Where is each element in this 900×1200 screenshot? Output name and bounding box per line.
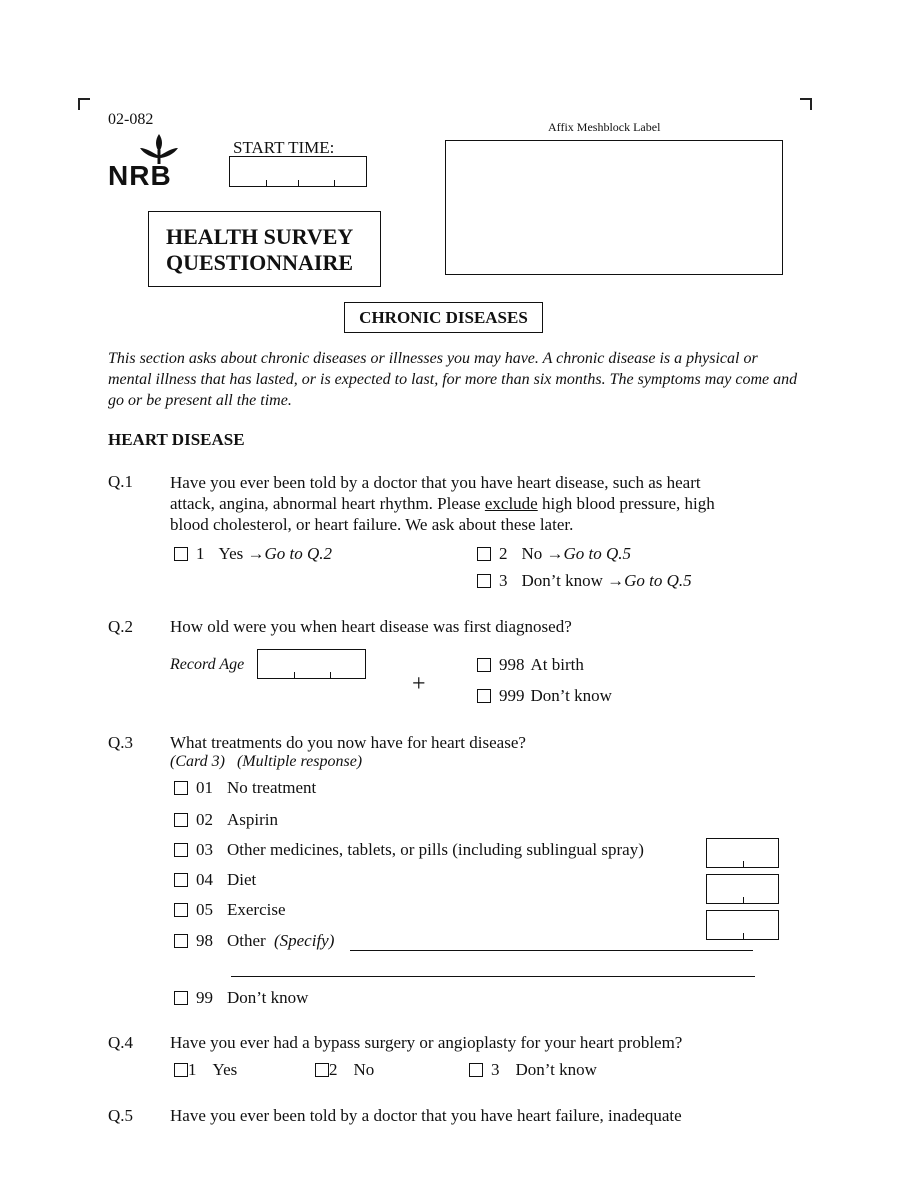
intro-text: This section asks about chronic diseases or illnesses you may have. A chronic disease is a physical or mental illness that has lasted, or is expected to last, for more than six months. The symptoms may come and go or be present all the time. xyxy=(108,350,798,409)
subsection-heading: HEART DISEASE xyxy=(108,430,245,449)
q2-option-dont-know[interactable]: 999 Don’t know xyxy=(477,686,612,706)
q1-text-exclude: exclude xyxy=(484,494,538,513)
q3-option-aspirin[interactable]: 02 Aspirin xyxy=(174,810,278,830)
corner-mark-top-left xyxy=(78,98,90,110)
q1-option-dont-know[interactable]: 3 Don’t know →Go to Q.5 xyxy=(477,571,692,591)
nrb-logo xyxy=(108,132,200,190)
q3-text: What treatments do you now have for heart disease? xyxy=(170,733,526,752)
form-code: 02-082 xyxy=(108,111,154,128)
title-line-1: HEALTH SURVEY xyxy=(166,224,354,249)
code-box-1[interactable] xyxy=(706,838,779,868)
start-time-field[interactable] xyxy=(229,156,367,187)
checkbox[interactable] xyxy=(469,1063,483,1077)
specify-line-1[interactable] xyxy=(350,950,753,951)
q4-option-dont-know[interactable]: 3 Don’t know xyxy=(469,1060,597,1080)
q4-option-yes[interactable]: 1 Yes xyxy=(174,1060,237,1080)
q3-option-dont-know[interactable]: 99 Don’t know xyxy=(174,988,308,1008)
q4-text: Have you ever had a bypass surgery or angioplasty for your heart problem? xyxy=(170,1033,683,1052)
checkbox[interactable] xyxy=(174,547,188,561)
checkbox[interactable] xyxy=(477,547,491,561)
start-time-label: START TIME: xyxy=(233,138,335,157)
q5-number: Q.5 xyxy=(108,1106,134,1125)
q3-option-exercise[interactable]: 05 Exercise xyxy=(174,900,286,920)
q4-option-no[interactable]: 2 No xyxy=(315,1060,374,1080)
arrow-right-icon: → xyxy=(247,544,265,563)
checkbox[interactable] xyxy=(174,903,188,917)
checkbox[interactable] xyxy=(477,574,491,588)
q1-text-line-b2: high blood pressure, high xyxy=(537,494,715,513)
corner-mark-top-right xyxy=(800,98,812,110)
checkbox[interactable] xyxy=(174,843,188,857)
arrow-right-icon: → xyxy=(607,571,625,590)
checkbox[interactable] xyxy=(315,1063,329,1077)
q3-number: Q.3 xyxy=(108,733,134,752)
checkbox[interactable] xyxy=(174,813,188,827)
section-title: CHRONIC DISEASES xyxy=(359,308,528,327)
code-box-3[interactable] xyxy=(706,910,779,940)
checkbox[interactable] xyxy=(174,991,188,1005)
checkbox[interactable] xyxy=(174,781,188,795)
checkbox[interactable] xyxy=(174,873,188,887)
specify-line-2[interactable] xyxy=(231,976,755,977)
section-title-box xyxy=(344,302,543,333)
q1-text-line-a: Have you ever been told by a doctor that you have heart disease, such as heart xyxy=(170,473,701,492)
q1-text-line-c: blood cholesterol, or heart failure. We ask about these later. xyxy=(170,515,574,534)
q2-text: How old were you when heart disease was first diagnosed? xyxy=(170,617,572,636)
q3-subtext: (Card 3) (Multiple response) xyxy=(170,753,363,770)
checkbox[interactable] xyxy=(477,658,491,672)
meshblock-label-caption: Affix Meshblock Label xyxy=(548,120,661,134)
q1-text-line-b1: attack, angina, abnormal heart rhythm. Please xyxy=(170,494,485,513)
q3-option-no-treatment[interactable]: 01 No treatment xyxy=(174,778,316,798)
record-age-label: Record Age xyxy=(170,656,245,673)
age-input[interactable] xyxy=(257,649,366,679)
logo-text: NRB xyxy=(108,160,172,191)
q1-option-yes[interactable]: 1 Yes →Go to Q.2 xyxy=(174,544,332,564)
q1-option-no[interactable]: 2 No →Go to Q.5 xyxy=(477,544,631,564)
plus-sign: + xyxy=(412,671,426,697)
arrow-right-icon: → xyxy=(546,544,564,563)
q2-option-at-birth[interactable]: 998 At birth xyxy=(477,655,584,675)
q5-text: Have you ever been told by a doctor that you have heart failure, inadequate xyxy=(170,1106,682,1125)
q3-option-other[interactable]: 98 Other (Specify) xyxy=(174,931,334,951)
checkbox[interactable] xyxy=(174,1063,188,1077)
q2-number: Q.2 xyxy=(108,617,134,636)
specify-label: (Specify) xyxy=(273,931,335,950)
checkbox[interactable] xyxy=(174,934,188,948)
q3-option-other-medicines[interactable]: 03 Other medicines, tablets, or pills (including sublingual spray) xyxy=(174,840,644,860)
title-box xyxy=(148,211,381,287)
q1-text xyxy=(170,472,790,535)
q1-number: Q.1 xyxy=(108,472,134,491)
code-box-2[interactable] xyxy=(706,874,779,904)
title-line-2: QUESTIONNAIRE xyxy=(166,250,354,275)
q4-number: Q.4 xyxy=(108,1033,134,1052)
meshblock-label-box[interactable] xyxy=(445,140,783,275)
checkbox[interactable] xyxy=(477,689,491,703)
q3-option-diet[interactable]: 04 Diet xyxy=(174,870,256,890)
